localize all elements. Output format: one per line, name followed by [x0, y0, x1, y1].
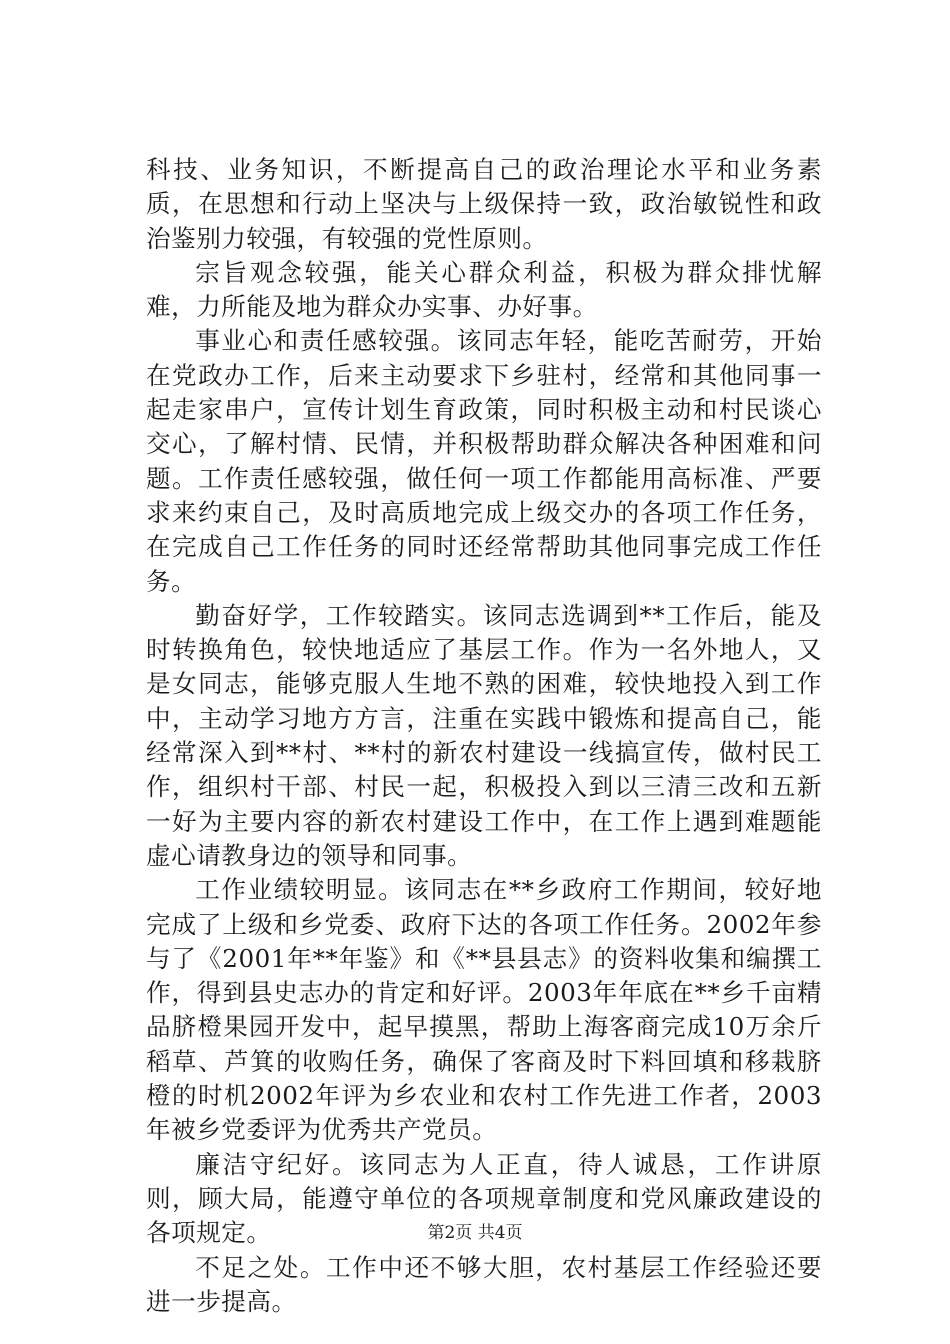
paragraph-achievements: 工作业绩较明显。该同志在**乡政府工作期间，较好地完成了上级和乡党委、政府下达的各项工作任务。2002年参与了《2001年**年鉴》和《**县县志》的资料收集和编撰工作，得到县史志办的肯定和好评。2003年年底在**乡千亩精品脐橙果园开发中，起早摸黑，帮助上海客商完成10万余斤稻草、芦箕的收购任务，确保了客商及时下料回填和移栽脐橙的时机2002年评为乡农业和农村工作先进工作者，2003年被乡党委评为优秀共产党员。 — [146, 875, 822, 1145]
paragraph-integrity: 廉洁守纪好。该同志为人正直，待人诚恳，工作讲原则，顾大局，能遵守单位的各项规章制度和党风廉政建设的各项规定。 — [146, 1149, 822, 1248]
paragraph-continuation: 科技、业务知识，不断提高自己的政治理论水平和业务素质，在思想和行动上坚决与上级保持一致，政治敏锐性和政治鉴别力较强，有较强的党性原则。 — [146, 155, 822, 253]
page-number-footer: 第2页 共4页 — [427, 1223, 523, 1243]
paragraph-responsibility: 事业心和责任感较强。该同志年轻，能吃苦耐劳，开始在党政办工作，后来主动要求下乡驻村，经常和其他同事一起走家串户，宣传计划生育政策，同时积极主动和村民谈心交心，了解村情、民情，并积极帮助群众解决各种困难和问题。工作责任感较强，做任何一项工作都能用高标准、严要求来约束自己，及时高质地完成上级交办的各项工作任务，在完成自己工作任务的同时还经常帮助其他同事完成工作任务。 — [146, 326, 822, 596]
paragraph-purpose: 宗旨观念较强，能关心群众利益，积极为群众排忧解难，力所能及地为群众办实事、办好事。 — [146, 257, 822, 322]
paragraph-diligence: 勤奋好学，工作较踏实。该同志选调到**工作后，能及时转换角色，较快地适应了基层工作。作为一名外地人，又是女同志，能够克服人生地不熟的困难，较快地投入到工作中，主动学习地方方言，注重在实践中锻炼和提高自己，能经常深入到**村、**村的新农村建设一线搞宣传，做村民工作，组织村干部、村民一起，积极投入到以三清三改和五新一好为主要内容的新农村建设工作中，在工作上遇到难题能虚心请教身边的领导和同事。 — [146, 600, 822, 870]
paragraph-shortcomings: 不足之处。工作中还不够大胆，农村基层工作经验还要进一步提高。 — [146, 1252, 822, 1316]
document-body — [146, 153, 822, 1319]
